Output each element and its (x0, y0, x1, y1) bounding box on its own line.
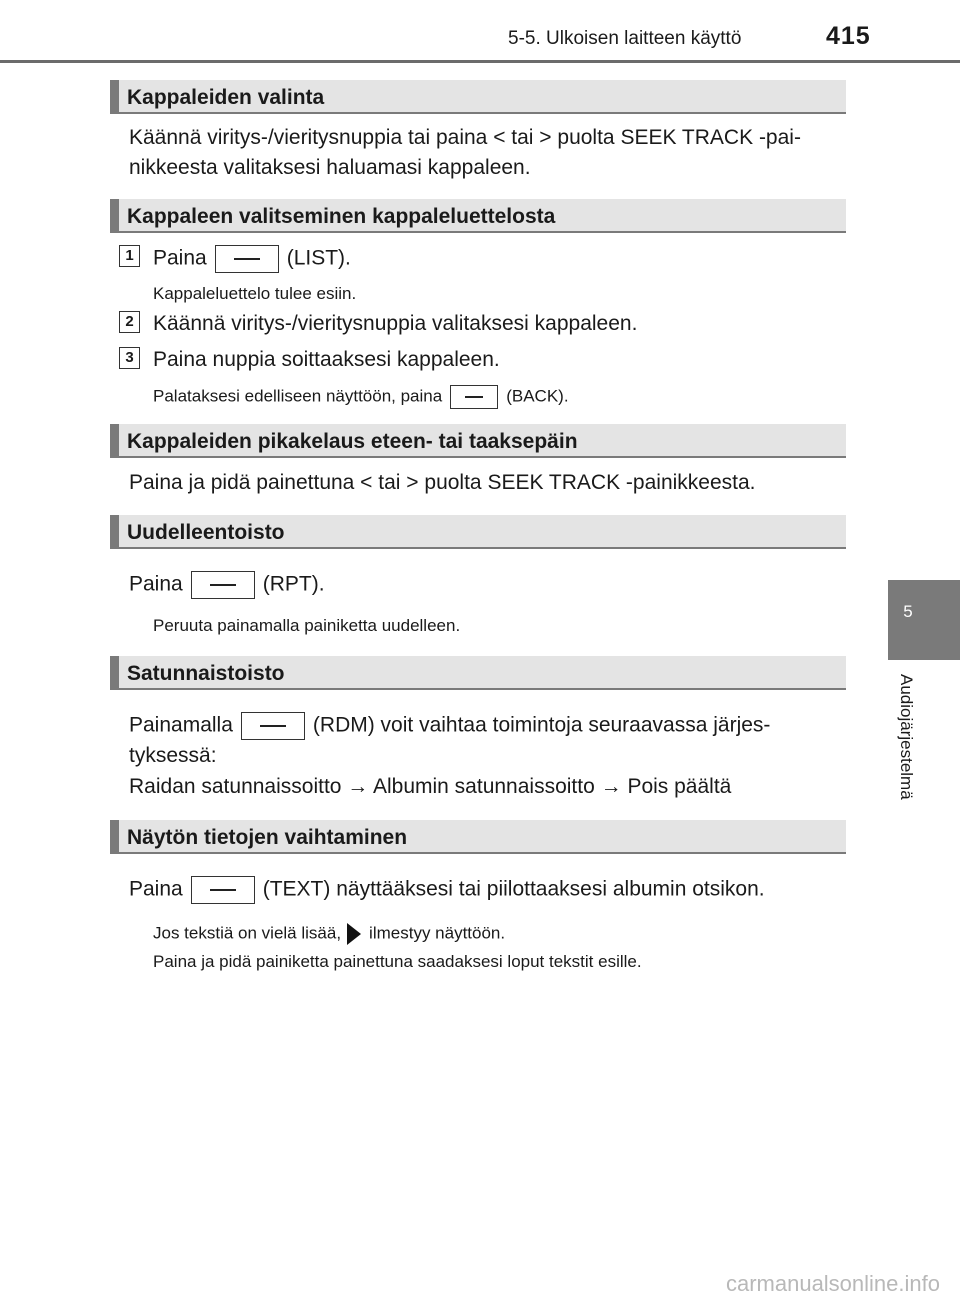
step-text-pre: Paina (153, 246, 207, 270)
step-number: 3 (119, 347, 140, 369)
step-text: Käännä viritys-/vieritysnuppia valitaksesi kappaleen. (153, 312, 638, 335)
section-heading-bar (110, 515, 846, 549)
paragraph-line (129, 712, 770, 740)
section-heading-bar (110, 820, 846, 854)
paragraph-line: tyksessä: (129, 744, 217, 767)
section-heading: Uudelleentoisto (127, 521, 285, 544)
watermark: carmanualsonline.info (725, 1271, 940, 1296)
section-heading-bar (110, 199, 846, 233)
note: Peruuta painamalla painiketta uudelleen. (153, 616, 461, 635)
section-heading: Kappaleiden pikakelaus eteen- tai taaksepäin (127, 430, 578, 453)
text-pre: Paina (129, 572, 183, 596)
paragraph-line: nikkeesta valitaksesi haluamasi kappaleen. (129, 156, 531, 179)
text-post: (RDM) voit vaihtaa toimintoja seuraavassa järjes- (312, 713, 771, 737)
text-pre: Painamalla (129, 713, 233, 737)
note (153, 923, 505, 945)
step-number: 2 (119, 311, 140, 333)
paragraph-line: Käännä viritys-/vieritysnuppia tai paina < tai > puolta SEEK TRACK -pai- (129, 126, 801, 149)
more-text-arrow-icon (347, 923, 361, 945)
section-heading: Satunnaistoisto (127, 662, 285, 685)
step-text (153, 245, 351, 273)
header-divider (0, 60, 960, 63)
section-heading-bar (110, 424, 846, 458)
step-text: Paina nuppia soittaaksesi kappaleen. (153, 348, 500, 371)
text-post: (RPT). (262, 572, 325, 596)
page-number: 415 (826, 22, 871, 50)
section-heading: Kappaleiden valinta (127, 86, 325, 109)
list-button-icon (215, 245, 279, 273)
note-post: ilmestyy näyttöön. (369, 923, 506, 943)
note: Paina ja pidä painiketta painettuna saadaksesi loput tekstit esille. (153, 952, 642, 971)
note-pre: Jos tekstiä on vielä lisää, (153, 923, 342, 943)
text-post: (TEXT) näyttääksesi tai piilottaaksesi albumin otsikon. (262, 877, 765, 901)
paragraph-line (129, 876, 765, 904)
note-post: (BACK). (506, 386, 569, 406)
text-pre: Paina (129, 877, 183, 901)
step-note: Kappaleluettelo tulee esiin. (153, 284, 357, 303)
chapter-label: Audiojärjestelmä (897, 674, 916, 800)
section-heading-bar (110, 80, 846, 114)
step-note (153, 385, 569, 409)
paragraph-line: Raidan satunnaissoitto → Albumin satunnaissoitto → Pois päältä (129, 775, 732, 798)
section-heading: Näytön tietojen vaihtaminen (127, 826, 408, 849)
rdm-button-icon (241, 712, 305, 740)
chapter-number: 5 (903, 602, 913, 621)
paragraph-line (129, 571, 325, 599)
paragraph-line: Paina ja pidä painettuna < tai > puolta SEEK TRACK -painikkeesta. (129, 471, 756, 494)
header-section-title: 5-5. Ulkoisen laitteen käyttö (508, 28, 742, 49)
step-text-post: (LIST). (286, 246, 351, 270)
note-pre: Palataksesi edelliseen näyttöön, paina (153, 386, 443, 406)
section-heading: Kappaleen valitseminen kappaleluettelosta (127, 205, 556, 228)
text-button-icon (191, 876, 255, 904)
step-number: 1 (119, 245, 140, 267)
back-button-icon (450, 385, 498, 409)
rpt-button-icon (191, 571, 255, 599)
chapter-tab (888, 580, 960, 660)
section-heading-bar (110, 656, 846, 690)
